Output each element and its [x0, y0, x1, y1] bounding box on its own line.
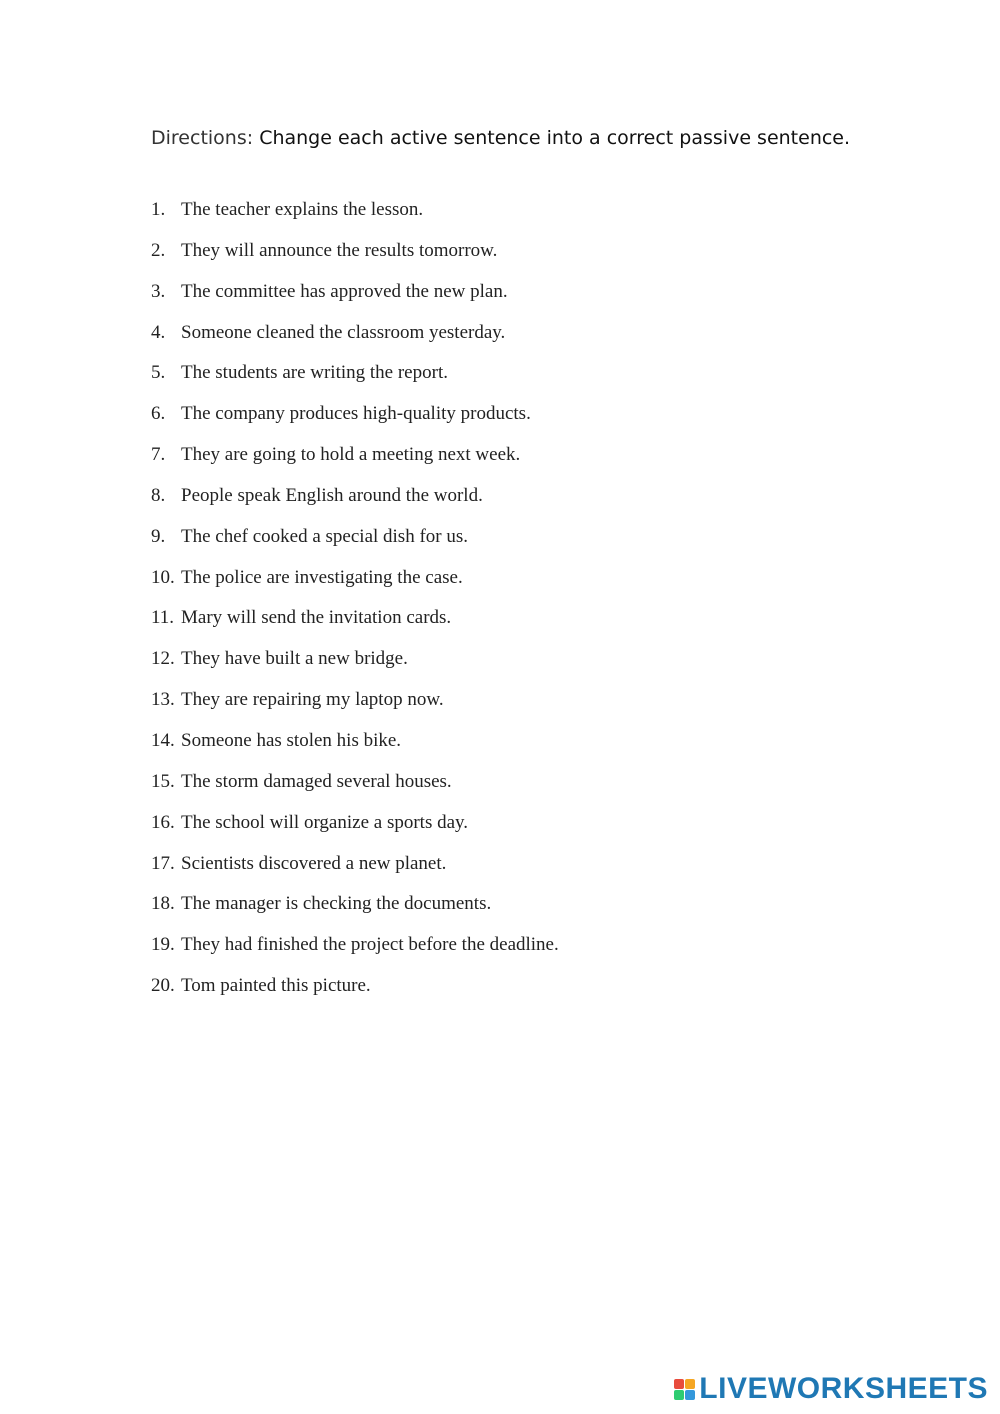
sentence-item	[151, 728, 559, 769]
sentence-item	[151, 932, 559, 973]
sentence-item	[151, 810, 559, 851]
sentence-text: The manager is checking the documents.	[181, 893, 492, 915]
sentence-number: 6.	[151, 403, 166, 425]
sentence-text: They have built a new bridge.	[181, 648, 408, 670]
sentence-item	[151, 646, 559, 687]
sentence-item	[151, 687, 559, 728]
sentence-text: They are going to hold a meeting next week.	[181, 444, 521, 466]
sentence-text: Someone has stolen his bike.	[181, 729, 402, 751]
sentence-number: 5.	[151, 362, 166, 384]
sentence-text: The school will organize a sports day.	[181, 811, 469, 833]
sentence-number: 15.	[151, 770, 175, 792]
sentence-number: 20.	[151, 975, 175, 997]
sentence-item	[151, 483, 559, 524]
sentence-number: 1.	[151, 199, 166, 220]
sentence-number: 3.	[151, 280, 166, 302]
liveworksheets-logo	[674, 1372, 988, 1406]
sentence-number: 9.	[151, 525, 166, 547]
sentence-text: The chef cooked a special dish for us.	[181, 525, 469, 547]
liveworksheets-logo-icon	[674, 1379, 695, 1400]
sentence-number: 14.	[151, 729, 175, 751]
sentence-item	[151, 891, 559, 932]
sentence-number: 12.	[151, 648, 175, 670]
sentence-text: Someone cleaned the classroom yesterday.	[181, 321, 506, 343]
sentence-text: The committee has approved the new plan.	[181, 280, 508, 302]
sentence-item	[151, 605, 559, 646]
sentence-item	[151, 769, 559, 810]
directions	[151, 127, 850, 149]
sentence-item	[151, 401, 559, 442]
sentence-item	[151, 197, 559, 238]
sentence-list	[151, 197, 559, 1014]
sentence-number: 16.	[151, 811, 175, 833]
sentence-item	[151, 524, 559, 565]
sentence-number: 4.	[151, 321, 166, 343]
sentence-number: 10.	[151, 566, 175, 588]
sentence-number: 2.	[151, 239, 166, 261]
directions-text: Change each active sentence into a correct passive sentence.	[259, 127, 851, 149]
sentence-number: 19.	[151, 934, 175, 956]
sentence-item	[151, 565, 559, 606]
sentence-text: The teacher explains the lesson.	[181, 199, 424, 220]
sentence-text: The company produces high-quality products.	[181, 403, 531, 425]
sentence-text: The police are investigating the case.	[181, 566, 463, 588]
sentence-text: Scientists discovered a new planet.	[181, 852, 447, 874]
sentence-text: Mary will send the invitation cards.	[181, 607, 452, 629]
logo-square	[674, 1379, 684, 1389]
sentence-text: They are repairing my laptop now.	[181, 689, 444, 711]
logo-text: LIVEWORKSHEETS	[699, 1372, 988, 1405]
logo-square	[674, 1390, 684, 1400]
sentence-item	[151, 320, 559, 361]
sentence-text: Tom painted this picture.	[181, 975, 371, 997]
logo-square	[685, 1379, 695, 1389]
sentence-number: 13.	[151, 689, 175, 711]
sentence-text: They will announce the results tomorrow.	[181, 239, 498, 261]
sentence-item	[151, 973, 559, 1014]
sentence-number: 8.	[151, 484, 166, 506]
sentence-item	[151, 851, 559, 892]
sentence-number: 11.	[151, 607, 175, 629]
sentence-number: 18.	[151, 893, 175, 915]
logo-square	[685, 1390, 695, 1400]
sentence-item	[151, 442, 559, 483]
sentence-item	[151, 238, 559, 279]
sentence-text: The storm damaged several houses.	[181, 770, 452, 792]
sentence-text: They had finished the project before the deadline.	[181, 934, 559, 956]
sentence-text: People speak English around the world.	[181, 484, 483, 506]
sentence-number: 17.	[151, 852, 175, 874]
sentence-item	[151, 279, 559, 320]
sentence-item	[151, 360, 559, 401]
sentence-number: 7.	[151, 444, 166, 466]
directions-label: Directions:	[151, 127, 254, 149]
sentence-text: The students are writing the report.	[181, 362, 448, 384]
